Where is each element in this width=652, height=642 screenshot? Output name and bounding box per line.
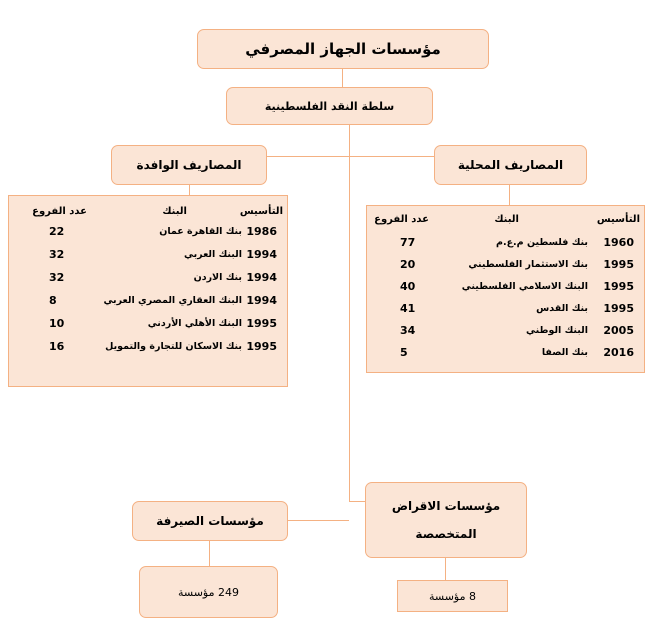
connector-top-authority: [342, 69, 343, 87]
lending-count-box: [397, 580, 508, 612]
local-row-bank: البنك الاسلامي الفلسطيني: [461, 281, 588, 292]
local-header-founded: التأسيس: [596, 214, 640, 225]
top-title: مؤسسات الجهاز المصرفي: [245, 40, 441, 58]
connector-exchange-horizontal: [288, 520, 349, 521]
foreign-row-bank: البنك العقاري المصري العربي: [103, 295, 242, 306]
local-row-branches: 40: [400, 280, 416, 293]
local-header-branches: عدد الفروع: [374, 214, 429, 225]
local-row-year: 2016: [603, 346, 634, 359]
foreign-row-year: 1986: [246, 225, 277, 238]
foreign-row-branches: 16: [49, 340, 65, 353]
lending-count: 8 مؤسسة: [429, 589, 476, 603]
foreign-row-year: 1995: [246, 340, 277, 353]
foreign-row-bank: البنك الأهلي الأردني: [147, 318, 242, 329]
local-banks-table: [366, 205, 645, 373]
local-row-bank: البنك الوطني: [526, 325, 588, 336]
foreign-row-branches: 32: [49, 248, 65, 261]
authority-label: سلطة النقد الفلسطينية: [264, 99, 395, 113]
foreign-row-bank: بنك الاردن: [193, 272, 242, 283]
local-row-branches: 5: [400, 346, 408, 359]
foreign-row-branches: 8: [49, 294, 57, 307]
connector-lending: [349, 501, 365, 502]
local-row-bank: بنك الاستثمار الفلسطيني: [468, 259, 588, 270]
foreign-row-bank: بنك القاهرة عمان: [159, 226, 242, 237]
local-row-year: 1995: [603, 302, 634, 315]
exchange-count-box: [139, 566, 278, 618]
lending-label-line2: المتخصصة: [415, 527, 477, 541]
foreign-row-bank: بنك الاسكان للتجارة والتمويل: [105, 341, 242, 352]
local-header-bank: البنك: [494, 214, 519, 225]
foreign-row-year: 1995: [246, 317, 277, 330]
lending-label-line1: مؤسسات الاقراض: [391, 499, 501, 513]
local-row-branches: 41: [400, 302, 416, 315]
local-row-year: 1960: [603, 236, 634, 249]
foreign-banks-table: [8, 195, 288, 387]
foreign-row-year: 1994: [246, 271, 277, 284]
foreign-row-branches: 10: [49, 317, 65, 330]
local-row-bank: بنك الصفا: [541, 347, 588, 358]
authority-box: [226, 87, 433, 125]
foreign-header-founded: التأسيس: [239, 206, 283, 217]
foreign-row-branches: 22: [49, 225, 65, 238]
local-row-year: 1995: [603, 258, 634, 271]
local-row-year: 1995: [603, 280, 634, 293]
foreign-header-bank: البنك: [162, 206, 187, 217]
connector-foreign-table: [189, 185, 190, 195]
foreign-row-year: 1994: [246, 294, 277, 307]
connector-trunk: [349, 125, 350, 502]
local-row-branches: 77: [400, 236, 416, 249]
foreign-banks-box: [111, 145, 267, 185]
connector-lending-count: [445, 558, 446, 580]
top-title-box: [197, 29, 489, 69]
connector-local-table: [509, 185, 510, 205]
exchange-box: [132, 501, 288, 541]
lending-box: [365, 482, 527, 558]
foreign-banks-label: المصاريف الوافدة: [136, 158, 242, 172]
foreign-row-year: 1994: [246, 248, 277, 261]
local-row-branches: 34: [400, 324, 416, 337]
exchange-label: مؤسسات الصيرفة: [156, 514, 264, 528]
local-row-branches: 20: [400, 258, 416, 271]
local-banks-label: المصاريف المحلية: [457, 158, 564, 172]
connector-horizontal-banks: [267, 156, 434, 157]
foreign-header-branches: عدد الفروع: [32, 206, 87, 217]
foreign-row-bank: البنك العربي: [183, 249, 242, 260]
local-row-bank: بنك فلسطين م.ع.م: [496, 237, 588, 248]
local-row-year: 2005: [603, 324, 634, 337]
local-banks-box: [434, 145, 587, 185]
exchange-count: 249 مؤسسة: [178, 585, 239, 599]
local-row-bank: بنك القدس: [536, 303, 588, 314]
connector-exchange-count: [209, 541, 210, 566]
foreign-row-branches: 32: [49, 271, 65, 284]
